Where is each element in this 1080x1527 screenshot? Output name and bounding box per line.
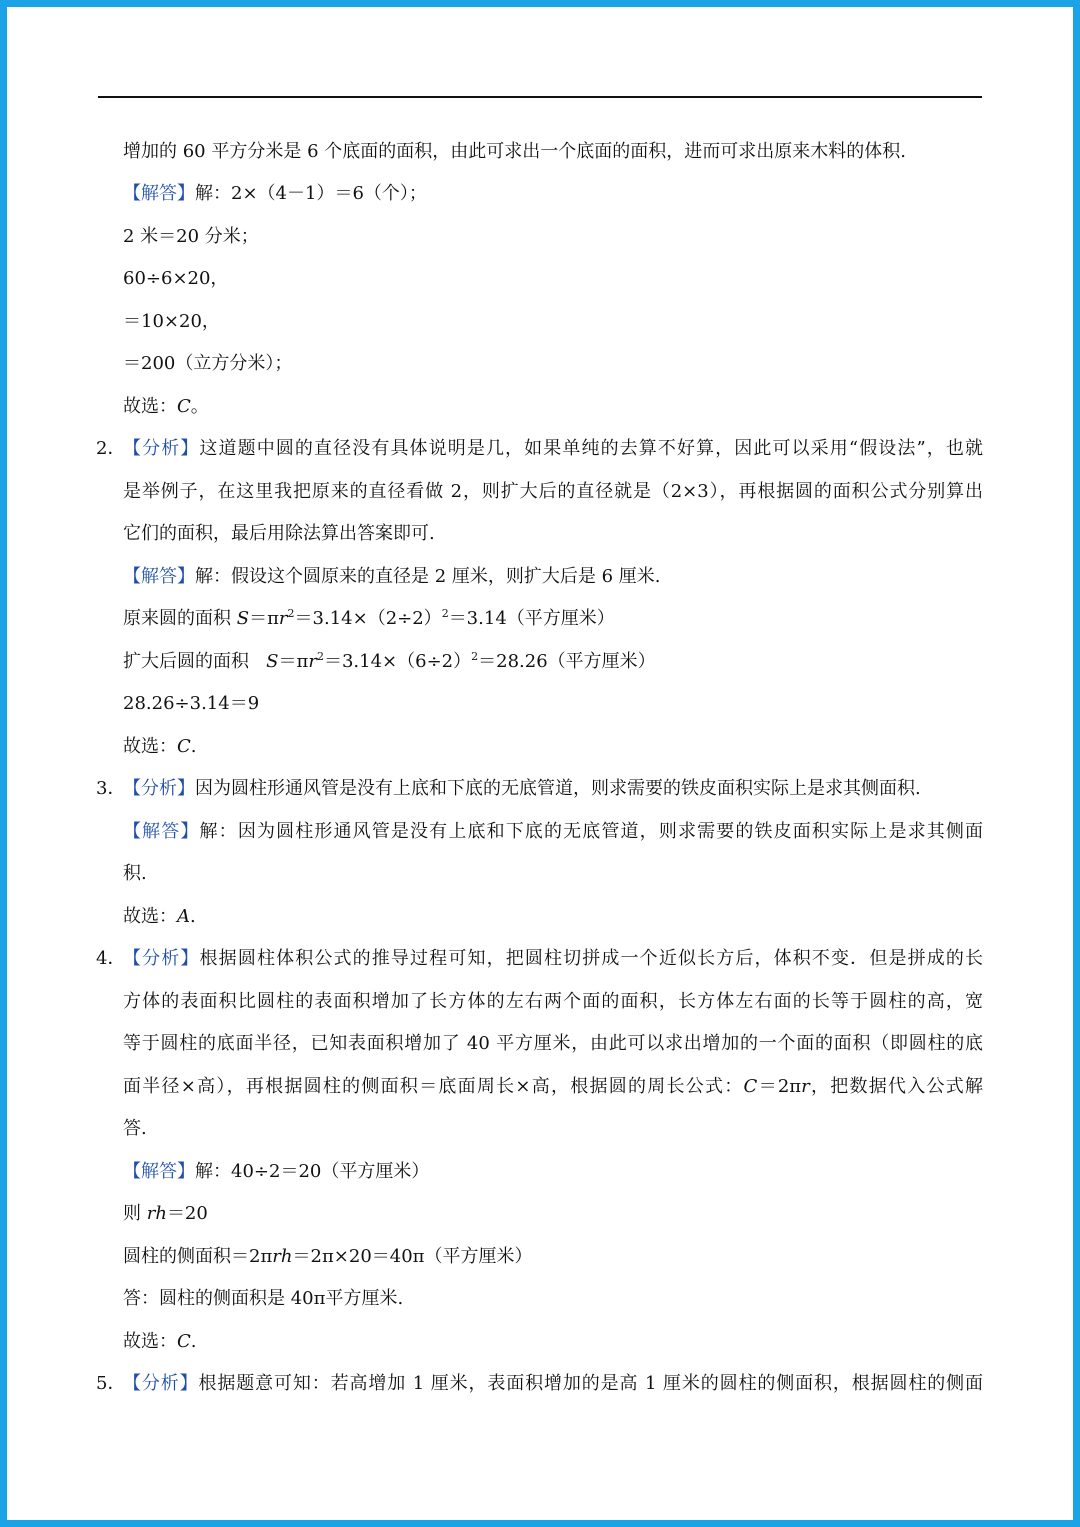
s4-line: 答：圆柱的侧面积是 40π平方厘米.: [123, 1288, 404, 1309]
s4-choice-line: 故选：C.: [123, 1331, 197, 1352]
s1-line: ＝10×20，: [123, 311, 220, 332]
s2-formula-line: 扩大后圆的面积 $S=\pi r^2=3.14\times(6\div 2)^2=28.26$（平方厘米）: [123, 650, 656, 672]
s3-line: 积.: [123, 863, 147, 884]
s1-line: 2 米＝20 分米；: [123, 226, 259, 247]
s1-line: 60÷6×20，: [123, 268, 229, 289]
analysis-tag: 【分析】: [123, 438, 200, 459]
answer-tag: 【解答】: [123, 566, 195, 587]
answer-tag: 【解答】: [123, 821, 200, 842]
item-number: 5．: [96, 1373, 126, 1394]
analysis-tag: 【分析】: [123, 1373, 199, 1394]
s4-analysis-line: 答.: [123, 1118, 147, 1139]
item-number: 4．: [96, 948, 126, 969]
s2-answer-line: 【解答】解：假设这个圆原来的直径是 2 厘米，则扩大后是 6 厘米.: [123, 566, 661, 587]
s3-choice-line: 故选：A.: [123, 906, 196, 927]
s2-choice-line: 故选：C.: [123, 736, 197, 757]
s2-line: 28.26÷3.14＝9: [123, 693, 260, 714]
s4-line: 圆柱的侧面积＝2πrh＝2π×20＝40π（平方厘米）: [123, 1246, 533, 1267]
s5-analysis-line: 【分析】根据题意可知：若高增加 1 厘米，表面积增加的是高 1 厘米的圆柱的侧面积，根据圆柱的侧面: [123, 1373, 983, 1394]
s3-answer-line: 【解答】解：因为圆柱形通风管是没有上底和下底的无底管道，则求需要的铁皮面积实际上是求其侧面: [123, 821, 983, 842]
s1-answer-line: 【解答】解：2×（4－1）＝6（个）；: [123, 183, 427, 204]
item-number: 2．: [96, 438, 126, 459]
s2-analysis-line: 它们的面积，最后用除法算出答案即可.: [123, 523, 435, 544]
s4-analysis-line: 面半径×高），再根据圆柱的侧面积＝底面周长×高，根据圆的周长公式：C＝2πr，把数据代入公式解: [123, 1076, 983, 1097]
s4-analysis-line: 方体的表面积比圆柱的表面积增加了长方体的左右两个面的面积，长方体左右面的长等于圆柱的高，宽: [123, 991, 983, 1012]
s4-answer-line: 【解答】解：40÷2＝20（平方厘米）: [123, 1161, 430, 1182]
s4-line: 则 rh＝20: [123, 1203, 208, 1224]
s1-line: ＝200（立方分米）；: [123, 353, 293, 374]
answer-tag: 【解答】: [123, 183, 195, 204]
s4-analysis-line: 等于圆柱的底面半径，已知表面积增加了 40 平方厘米，由此可以求出增加的一个面的面积（即圆柱的底: [123, 1033, 983, 1054]
s2-analysis-line: 是举例子，在这里我把原来的直径看做 2，则扩大后的直径就是（2×3），再根据圆的面积公式分别算出: [123, 481, 983, 502]
answer-tag: 【解答】: [123, 1161, 195, 1182]
item-number: 3．: [96, 778, 126, 799]
analysis-tag: 【分析】: [123, 948, 200, 969]
header-rule: [98, 96, 982, 98]
s3-analysis-line: 【分析】因为圆柱形通风管是没有上底和下底的无底管道，则求需要的铁皮面积实际上是求其侧面积.: [123, 778, 921, 799]
s4-analysis-line: 【分析】根据圆柱体积公式的推导过程可知，把圆柱切拼成一个近似长方后，体积不变．但是拼成的长: [123, 948, 983, 969]
s1-analysis-line: 增加的 60 平方分米是 6 个底面的面积，由此可求出一个底面的面积，进而可求出原来木料的体积.: [123, 141, 906, 162]
s2-formula-line: 原来圆的面积 $S=\pi r^2=3.14\times(2\div 2)^2=3.14$（平方厘米）: [123, 607, 615, 629]
s2-analysis-line: 【分析】这道题中圆的直径没有具体说明是几，如果单纯的去算不好算，因此可以采用“假设法”，也就: [123, 438, 984, 459]
analysis-tag: 【分析】: [123, 778, 195, 799]
s1-choice-line: 故选：C。: [123, 396, 209, 417]
